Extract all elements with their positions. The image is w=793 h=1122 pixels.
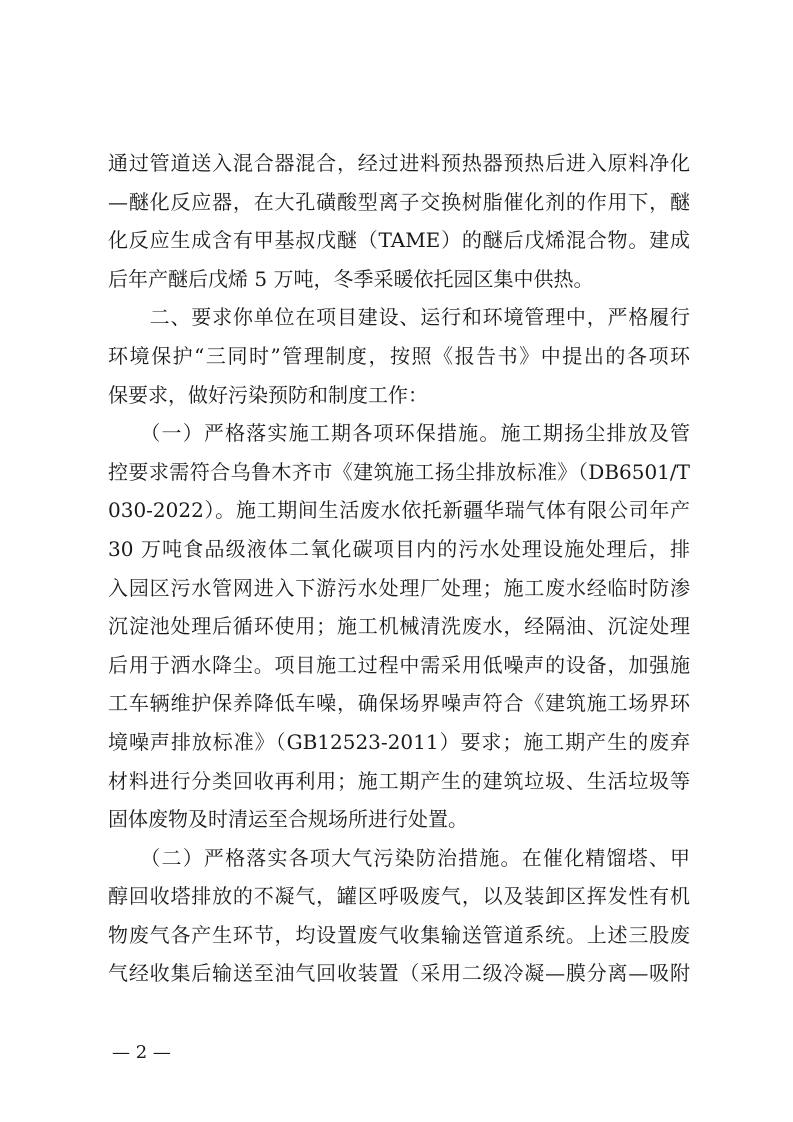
text-line-21: 物废气各产生环节，均设置废气收集输送管道系统。上述三股废 (108, 922, 690, 947)
text-line-18: 固体废物及时清运至合规场所进行处置。 (108, 807, 468, 832)
text-line-8: （一）严格落实施工期各项环保措施。施工期扬尘排放及管 (108, 421, 690, 446)
text-line-15: 工车辆维护保养降低车噪，确保场界噪声符合《建筑施工场界环 (108, 691, 690, 716)
text-line-3: 化反应生成含有甲基叔戊醚（TAME）的醚后戊烯混合物。建成 (108, 228, 690, 253)
text-line-22: 气经收集后输送至油气回收装置（采用二级冷凝—膜分离—吸附 (108, 961, 690, 986)
text-line-7: 保要求，做好污染预防和制度工作： (108, 382, 428, 407)
text-line-14: 后用于洒水降尘。项目施工过程中需采用低噪声的设备，加强施 (108, 652, 690, 677)
text-line-5: 二、要求你单位在项目建设、运行和环境管理中，严格履行 (108, 305, 690, 330)
text-line-1: 通过管道送入混合器混合，经过进料预热器预热后进入原料净化 (108, 151, 690, 175)
text-line-9: 控要求需符合乌鲁木齐市《建筑施工扬尘排放标准》（DB6501/T (108, 459, 690, 484)
text-line-17: 材料进行分类回收再利用；施工期产生的建筑垃圾、生活垃圾等 (108, 768, 690, 793)
text-line-16: 境噪声排放标准》（GB12523-2011）要求；施工期产生的废弃 (108, 729, 690, 754)
text-line-10: 030-2022）。施工期间生活废水依托新疆华瑞气体有限公司年产 (108, 498, 690, 523)
text-line-4: 后年产醚后戊烯 5 万吨，冬季采暖依托园区集中供热。 (108, 266, 594, 291)
page-number: — 2 — (112, 1042, 171, 1063)
text-line-12: 入园区污水管网进入下游污水处理厂处理；施工废水经临时防渗 (108, 575, 690, 600)
text-line-13: 沉淀池处理后循环使用；施工机械清洗废水，经隔油、沉淀处理 (108, 614, 690, 639)
text-line-6: 环境保护“三同时”管理制度，按照《报告书》中提出的各项环 (108, 343, 690, 368)
text-line-20: 醇回收塔排放的不凝气，罐区呼吸废气，以及装卸区挥发性有机 (108, 884, 690, 909)
text-line-11: 30 万吨食品级液体二氧化碳项目内的污水处理设施处理后，排 (108, 536, 690, 561)
text-line-2: —醚化反应器，在大孔磺酸型离子交换树脂催化剂的作用下，醚 (108, 189, 690, 214)
text-line-19: （二）严格落实各项大气污染防治措施。在催化精馏塔、甲 (108, 845, 690, 870)
document-body (108, 144, 690, 993)
